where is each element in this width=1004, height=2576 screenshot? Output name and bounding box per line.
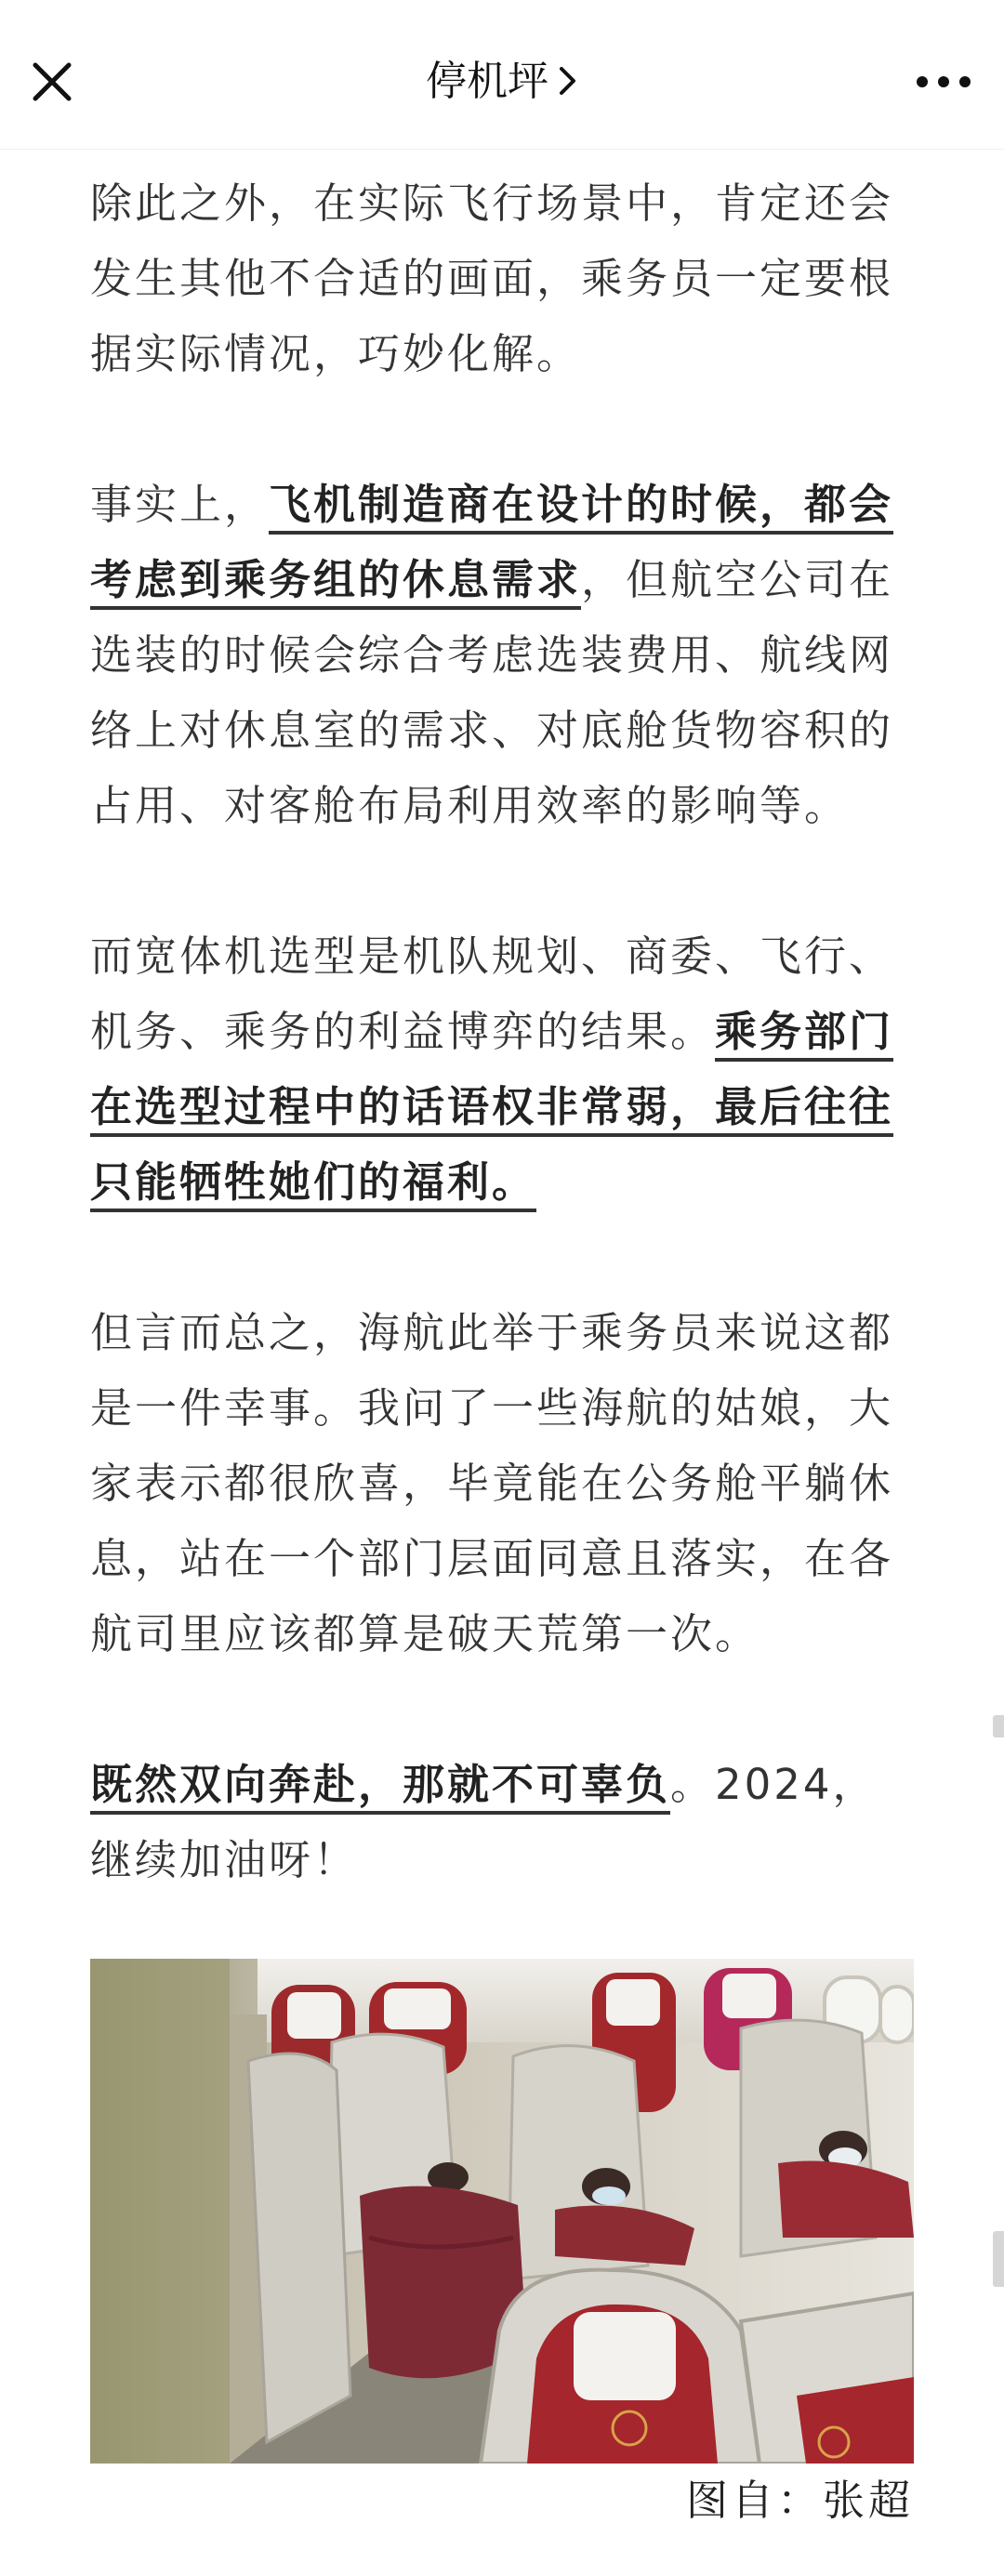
cabin-rest-photo[interactable]	[90, 1959, 914, 2464]
photo-caption: 图自：张超	[685, 2476, 914, 2525]
scroll-indicator[interactable]	[993, 1715, 1004, 1737]
paragraph-3-lead: 而宽体机选型是机队规划、商委、飞行、机务、乘务的利益博弈的结果。	[90, 931, 894, 1056]
paragraph-3-highlight: 乘务部门在选型过程中的话语权非常弱，最后往往只能牺牲她们的福利。	[90, 1007, 893, 1212]
page-title: 停机坪	[426, 58, 548, 105]
more-button[interactable]	[911, 65, 976, 99]
article-body	[90, 165, 914, 1973]
account-title-link[interactable]	[0, 54, 1004, 112]
paragraph-2	[90, 467, 914, 843]
paragraph-2-tail: ，但航空公司在选装的时候会综合考虑选装费用、航线网络上对休息室的需求、对底舱货物容积的占用、对客舱布局利用效率的影响等。	[90, 555, 894, 830]
scroll-indicator[interactable]	[993, 2231, 1004, 2287]
paragraph-3	[90, 918, 914, 1220]
paragraph-2-highlight: 飞机制造商在设计的时候，都会考虑到乘务组的休息需求	[90, 480, 893, 610]
more-horizontal-icon	[911, 65, 976, 99]
chevron-right-icon	[558, 56, 578, 112]
paragraph-5-highlight: 既然双向奔赴，那就不可辜负	[90, 1760, 670, 1815]
paragraph-5-tail: 。2024，继续加油呀！	[90, 1760, 878, 1884]
cabin-photo-illustration	[90, 1959, 914, 2464]
paragraph-2-lead: 事实上，	[90, 480, 270, 529]
paragraph-1: 除此之外，在实际飞行场景中，肯定还会发生其他不合适的画面，乘务员一定要根据实际情况，巧妙化解。	[90, 178, 894, 378]
paragraph-4: 但言而总之，海航此举于乘务员来说这都是一件幸事。我问了一些海航的姑娘，大家表示都很欣喜，毕竟能在公务舱平躺休息，站在一个部门层面同意且落实，在各航司里应该都算是破天荒第一次。	[90, 1308, 894, 1658]
paragraph-5	[90, 1747, 914, 1897]
top-nav-bar	[0, 0, 1004, 150]
